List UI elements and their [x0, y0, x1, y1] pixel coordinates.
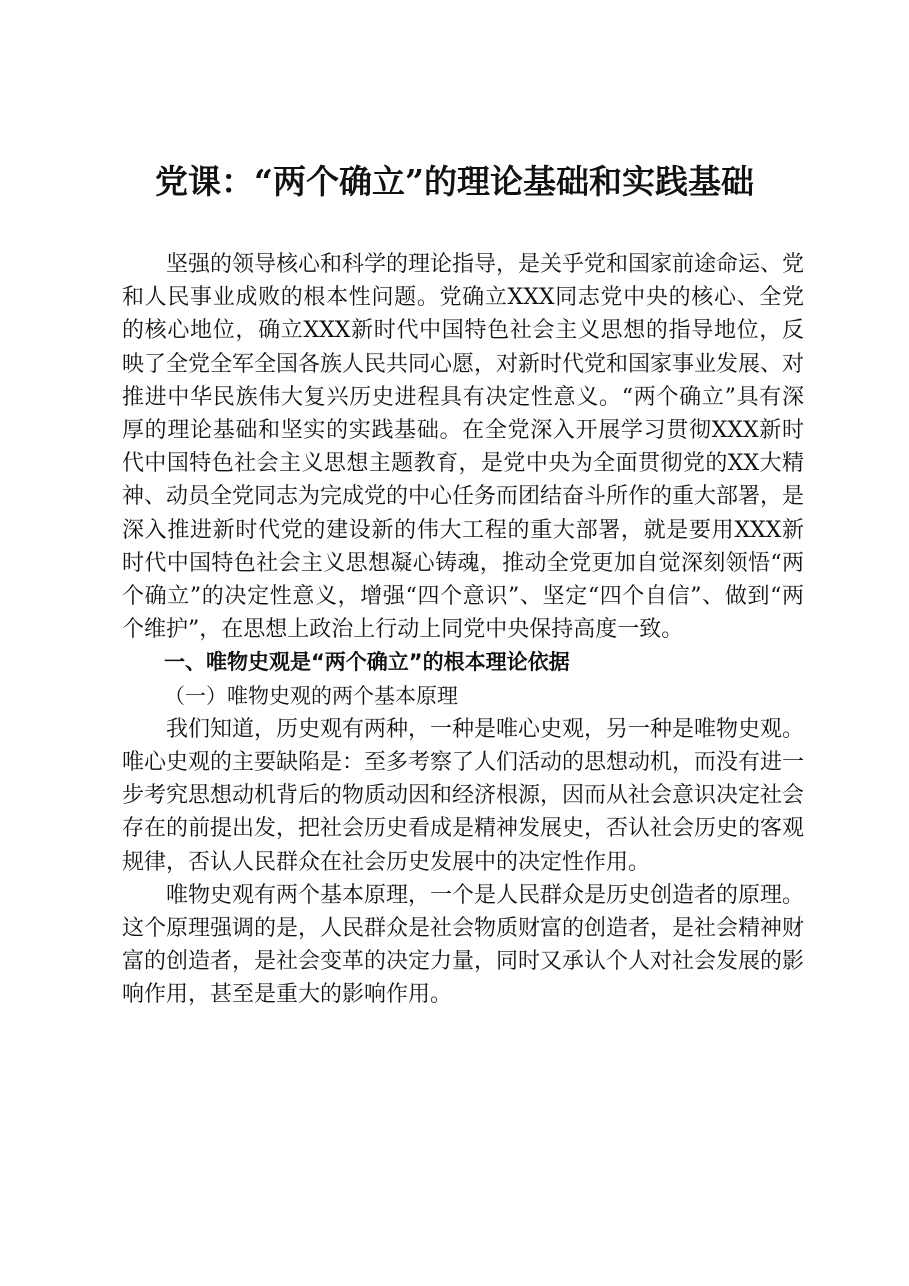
section-heading: 一、唯物史观是“两个确立”的根本理论依据 — [164, 650, 570, 675]
paragraph-historical-views: 我们知道，历史观有两种，一种是唯心史观，另一种是唯物史观。唯心史观的主要缺陷是：至多考察了人们活动的思想动机，而没有进一步考究思想动机背后的物质动因和经济根源，因而从社会意识决定社会存在的前提出发，把社会历史看成是精神发展史，否认社会历史的客观规律，否认人民群众在社会历史发展中的决定性作用。 — [122, 716, 805, 875]
document-title: 党课：“两个确立”的理论基础和实践基础 — [155, 162, 754, 201]
paragraph-basic-principles: 唯物史观有两个基本原理，一个是人民群众是历史创造者的原理。这个原理强调的是，人民群众是社会物质财富的创造者，是社会精神财富的创造者，是社会变革的决定力量，同时又承认个人对社会发展的影响作用，甚至是重大的影响作用。 — [122, 882, 805, 1008]
document-body — [122, 248, 804, 1012]
paragraph-intro: 坚强的领导核心和科学的理论指导，是关乎党和国家前途命运、党和人民事业成败的根本性问题。党确立XXX同志党中央的核心、全党的核心地位，确立XXX新时代中国特色社会主义思想的指导地位，反映了全党全军全国各族人民共同心愿，对新时代党和国家事业发展、对推进中华民族伟大复兴历史进程具有决定性意义。“两个确立”具有深厚的理论基础和坚实的实践基础。在全党深入开展学习贯彻XXX新时代中国特色社会主义思想主题教育，是党中央为全面贯彻党的XX大精神、动员全党同志为完成党的中心任务而团结奋斗所作的重大部署，是深入推进新时代党的建设新的伟大工程的重大部署，就是要用XXX新时代中国特色社会主义思想凝心铸魂，推动全党更加自觉深刻领悟“两个确立”的决定性意义，增强“四个意识”、坚定“四个自信”、做到“两个维护”，在思想上政治上行动上同党中央保持高度一致。 — [122, 252, 805, 643]
subsection-heading: （一）唯物史观的两个基本原理 — [164, 683, 458, 708]
